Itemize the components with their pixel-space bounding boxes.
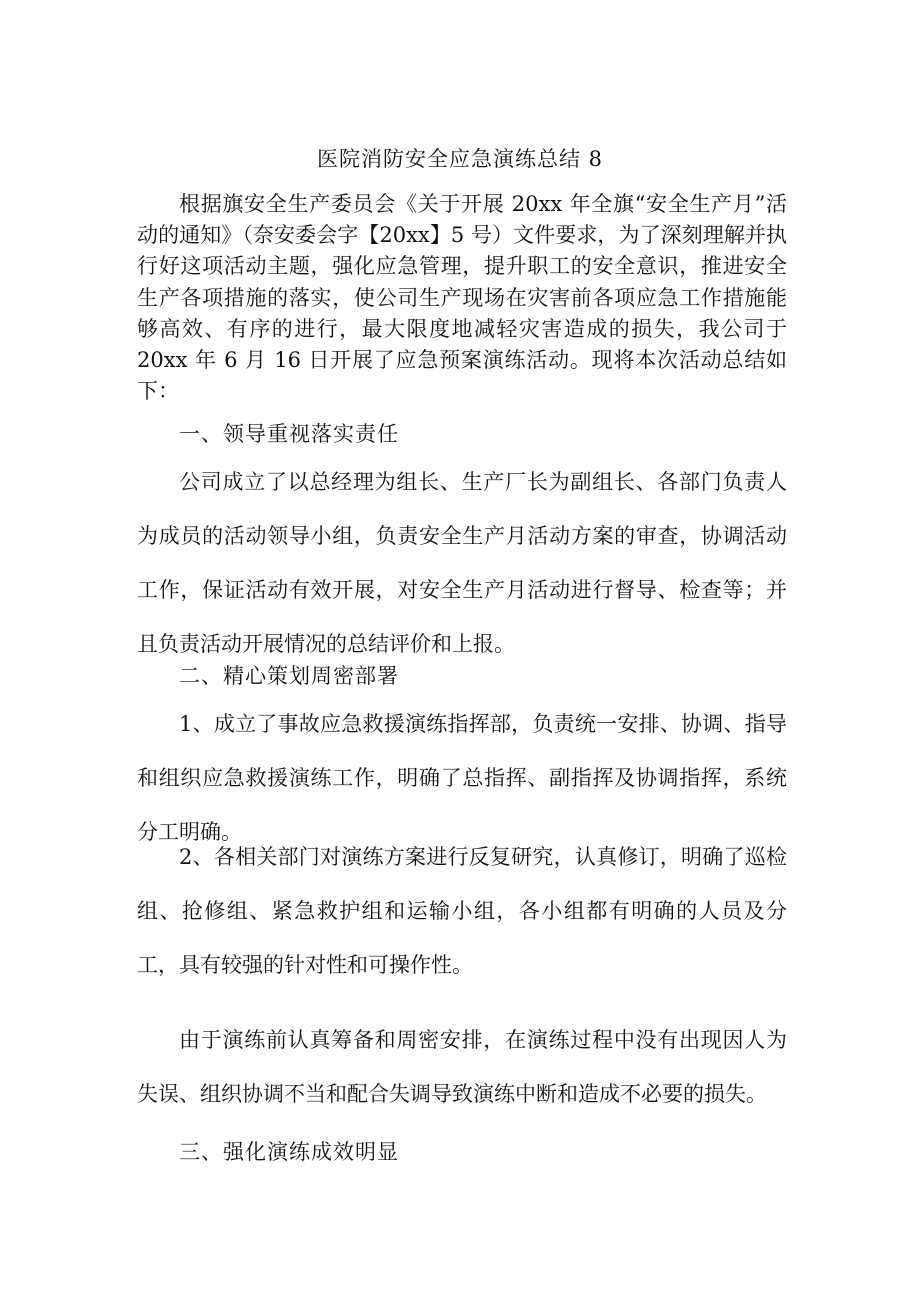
intro-paragraph: 根据旗安全生产委员会《关于开展 20xx 年全旗“安全生产月”活动的通知》（奈安委会字【20xx】5 号）文件要求，为了深刻理解并执行好这项活动主题，强化应急管理，提升职工的安全意识，推进安全生产各项措施的落实，使公司生产现场在灾害前各项应急工作措施能够高效、有序的进行，最大限度地减轻灾害造成的损失，我公司于 20xx 年 6 月 16 日开展了应急预案演练活动。现将本次活动总结如下： <box>137 192 787 404</box>
section2-item-1: 1、成立了事故应急救援演练指挥部，负责统一安排、协调、指导和组织应急救援演练工作，明确了总指挥、副指挥及协调指挥，系统分工明确。 <box>137 712 787 844</box>
section2-item-2: 2、各相关部门对演练方案进行反复研究，认真修订，明确了巡检组、抢修组、紧急救护组和运输小组，各小组都有明确的人员及分工，具有较强的针对性和可操作性。 <box>137 845 787 977</box>
section3-heading: 三、强化演练成效明显 <box>179 1140 399 1164</box>
section2-summary: 由于演练前认真筹备和周密安排，在演练过程中没有出现因人为失误、组织协调不当和配合失调导致演练中断和造成不必要的损失。 <box>137 1028 787 1106</box>
document-title: 医院消防安全应急演练总结 8 <box>316 147 604 171</box>
section1-heading: 一、领导重视落实责任 <box>179 422 399 446</box>
section1-body: 公司成立了以总经理为组长、生产厂长为副组长、各部门负责人为成员的活动领导小组，负责安全生产月活动方案的审查，协调活动工作，保证活动有效开展，对安全生产月活动进行督导、检查等；并且负责活动开展情况的总结评价和上报。 <box>137 470 787 656</box>
section2-heading: 二、精心策划周密部署 <box>179 664 399 688</box>
